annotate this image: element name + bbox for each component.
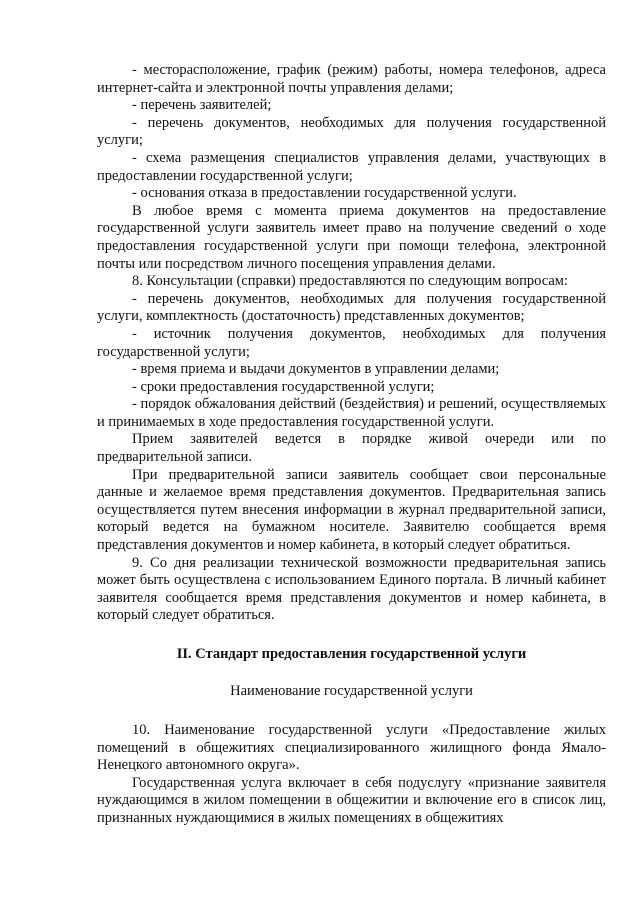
paragraph-documents-source: - источник получения документов, необходимых для получения государственной услуги; [97, 325, 606, 360]
paragraph-specialists-scheme: - схема размещения специалистов управления делами, участвующих в предоставлении государственной услуги; [97, 149, 606, 184]
paragraph-documents-list: - перечень документов, необходимых для получения государственной услуги; [97, 114, 606, 149]
paragraph-appeal-procedure: - порядок обжалования действий (бездействия) и решений, осуществляемых и принимаемых в ходе предоставления государственной услуги. [97, 396, 606, 430]
paragraph-documents-completeness: - перечень документов, необходимых для получения государственной услуги, комплектность (достаточность) представленных документов; [97, 290, 606, 325]
paragraph-subservice: Государственная услуга включает в себя подуслугу «признание заявителя нуждающимся в жилом помещении в общежитии и включение его в список лиц, признанных нуждающимися в жилых помещениях в общежитиях [97, 774, 606, 826]
paragraph-contact-info: - месторасположение, график (режим) работы, номера телефонов, адреса интернет-сайта и электронной почты управления делами; [97, 62, 606, 96]
paragraph-reception-order: Прием заявителей ведется в порядке живой очереди или по предварительной записи. [97, 431, 606, 466]
paragraph-refusal-grounds: - основания отказа в предоставлении государственной услуги. [132, 185, 517, 202]
paragraph-status-info: В любое время с момента приема документов на предоставление государственной услуги заявитель имеет право на получение сведений о ходе предоставления государственной услуги при помощи телефона, электронной почты или посредством личного посещения управления делами. [97, 202, 606, 272]
paragraph-consultations: 8. Консультации (справки) предоставляются по следующим вопросам: [132, 273, 568, 290]
subsection-heading: Наименование государственной услуги [230, 683, 473, 699]
paragraph-service-terms: - сроки предоставления государственной услуги; [132, 378, 435, 395]
paragraph-preliminary-booking: При предварительной записи заявитель сообщает свои персональные данные и желаемое время представления документов. Предварительная запись осуществляется путем внесения информации в журнал предварительной записи, который ведется на бумажном носителе. Заявителю сообщается время представления документов и номер кабинета, в который следует обратиться. [97, 466, 606, 554]
section-heading: II. Стандарт предоставления государственной услуги [176, 646, 527, 662]
paragraph-reception-time: - время приема и выдачи документов в управлении делами; [132, 361, 500, 378]
paragraph-service-name: 10. Наименование государственной услуги «Предоставление жилых помещений в общежитиях специализированного жилищного фонда Ямало-Ненецкого автономного округа». [97, 722, 606, 774]
paragraph-unified-portal: 9. Со дня реализации технической возможности предварительная запись может быть осуществлена с использованием Единого портала. В личный кабинет заявителя сообщается время представления документов и номер кабинета, в который следует обратиться. [97, 554, 606, 624]
paragraph-applicants: - перечень заявителей; [132, 97, 272, 114]
